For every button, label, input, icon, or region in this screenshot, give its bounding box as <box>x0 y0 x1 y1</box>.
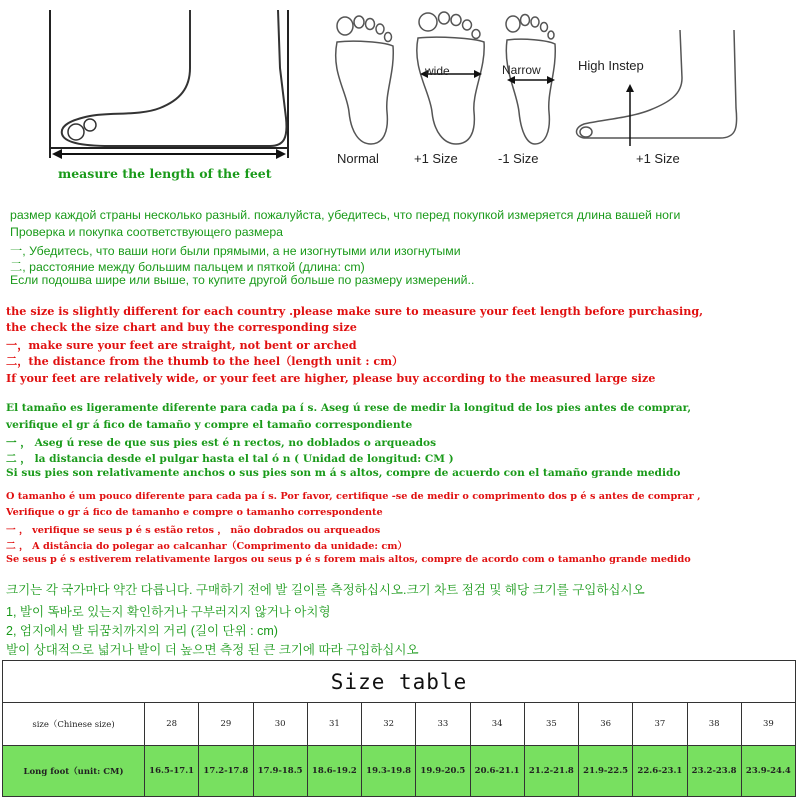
narrow-foot-icon <box>495 10 565 150</box>
portuguese-line: Se seus p é s estiverem relativamente largos ou seus p é s forem mais altos, compre de acordo com o tamanho grande medido <box>6 554 691 565</box>
high-instep-foot-icon <box>570 28 790 153</box>
english-line: If your feet are relatively wide, or your feet are higher, please buy according to the measured large size <box>6 371 656 385</box>
length-cell: 22.6-23.1 <box>633 746 687 797</box>
length-row <box>3 746 796 797</box>
size-row <box>3 703 796 746</box>
normal-foot-icon <box>325 12 405 150</box>
foot-type-narrow: Narrow <box>502 63 541 77</box>
wide-foot-icon <box>410 8 490 150</box>
size-table-header <box>2 660 796 702</box>
size-cell: 29 <box>199 703 253 746</box>
spanish-line: El tamaño es ligeramente diferente para cada pa í s. Aseg ú rese de medir la longitud de los pies antes de comprar, <box>6 402 692 414</box>
size-cell: 35 <box>524 703 578 746</box>
korean-line: 2, 엄지에서 발 뒤꿈치까지의 거리 (길이 단위 : cm) <box>6 624 278 638</box>
russian-line: размер каждой страны несколько разный. пожалуйста, убедитесь, что перед покупкой измеряется длина вашей ноги <box>10 208 681 222</box>
portuguese-line: Verifique o gr á fico de tamanho e compre o tamanho correspondente <box>6 507 383 518</box>
spanish-line: verifique el gr á fico de tamaño y compre el tamaño correspondiente <box>6 419 413 431</box>
length-row-label: Long foot（unit: CM) <box>3 746 145 797</box>
foot-type-normal: Normal <box>337 151 379 166</box>
length-cell: 23.9-24.4 <box>741 746 795 797</box>
foot-size-wide: +1 Size <box>414 151 458 166</box>
portuguese-line: 二 ， A distância do polegar ao calcanhar（Comprimento da unidade: cm） <box>6 541 408 552</box>
korean-line: 발이 상대적으로 넓거나 발이 더 높으면 측정 된 큰 크기에 따라 구입하십시오 <box>6 643 419 657</box>
size-cell: 32 <box>362 703 416 746</box>
foot-size-narrow: -1 Size <box>498 151 539 166</box>
russian-line: Если подошва шире или выше, то купите другой больше по размеру измерений.. <box>10 273 475 287</box>
size-cell: 39 <box>741 703 795 746</box>
english-line: the check the size chart and buy the corresponding size <box>6 320 357 334</box>
size-table <box>2 702 796 797</box>
size-table-title: Size table <box>330 670 468 694</box>
spanish-line: 一 ， Aseg ú rese de que sus pies est é n rectos, no doblados o arqueados <box>6 437 437 449</box>
measure-label: measure the length of the feet <box>58 166 272 181</box>
foot-type-wide: wide <box>425 64 450 78</box>
portuguese-line: 一 ， verifique se seus p é s estão retos ， não dobrados ou arqueados <box>6 525 381 536</box>
size-cell: 34 <box>470 703 524 746</box>
length-cell: 21.2-21.8 <box>524 746 578 797</box>
spanish-line: 二 ， la distancia desde el pulgar hasta el tal ó n ( Unidad de longitud: CM ) <box>6 453 454 465</box>
size-cell: 33 <box>416 703 470 746</box>
length-cell: 18.6-19.2 <box>307 746 361 797</box>
size-cell: 28 <box>145 703 199 746</box>
size-cell: 30 <box>253 703 307 746</box>
length-cell: 17.9-18.5 <box>253 746 307 797</box>
russian-line: Проверка и покупка соответствующего размера <box>10 225 284 239</box>
foot-size-high-instep: +1 Size <box>636 151 680 166</box>
size-cell: 37 <box>633 703 687 746</box>
korean-line: 크기는 각 국가마다 약간 다릅니다. 구매하기 전에 발 길이를 측정하십시오.크기 차트 점검 및 해당 크기를 구입하십시오 <box>6 583 645 597</box>
length-cell: 19.9-20.5 <box>416 746 470 797</box>
english-line: the size is slightly different for each country .please make sure to measure your feet length before purchasing, <box>6 304 704 318</box>
english-line: 一，make sure your feet are straight, not bent or arched <box>6 338 357 352</box>
length-cell: 17.2-17.8 <box>199 746 253 797</box>
portuguese-line: O tamanho é um pouco diferente para cada pa í s. Por favor, certifique -se de medir o comprimento dos p é s antes de comprar , <box>6 491 701 502</box>
size-cell: 36 <box>579 703 633 746</box>
length-cell: 16.5-17.1 <box>145 746 199 797</box>
size-cell: 31 <box>307 703 361 746</box>
length-cell: 23.2-23.8 <box>687 746 741 797</box>
length-cell: 20.6-21.1 <box>470 746 524 797</box>
spanish-line: Si sus pies son relativamente anchos o sus pies son m á s altos, compre de acuerdo con el tamaño grande medido <box>6 467 681 479</box>
size-row-label: size（Chinese size) <box>3 703 145 746</box>
korean-line: 1, 발이 똑바로 있는지 확인하거나 구부러지지 않거나 아치형 <box>6 605 331 619</box>
side-foot-icon <box>40 8 300 168</box>
length-cell: 21.9-22.5 <box>579 746 633 797</box>
length-cell: 19.3-19.8 <box>362 746 416 797</box>
russian-line: 二, расстояние между большим пальцем и пяткой (длина: cm) <box>10 260 365 274</box>
size-cell: 38 <box>687 703 741 746</box>
foot-type-high-instep: High Instep <box>578 58 644 73</box>
russian-line: 一, Убедитесь, что ваши ноги были прямыми, а не изогнутыми или изогнутыми <box>10 244 461 258</box>
english-line: 二，the distance from the thumb to the heel（length unit : cm） <box>6 354 404 368</box>
